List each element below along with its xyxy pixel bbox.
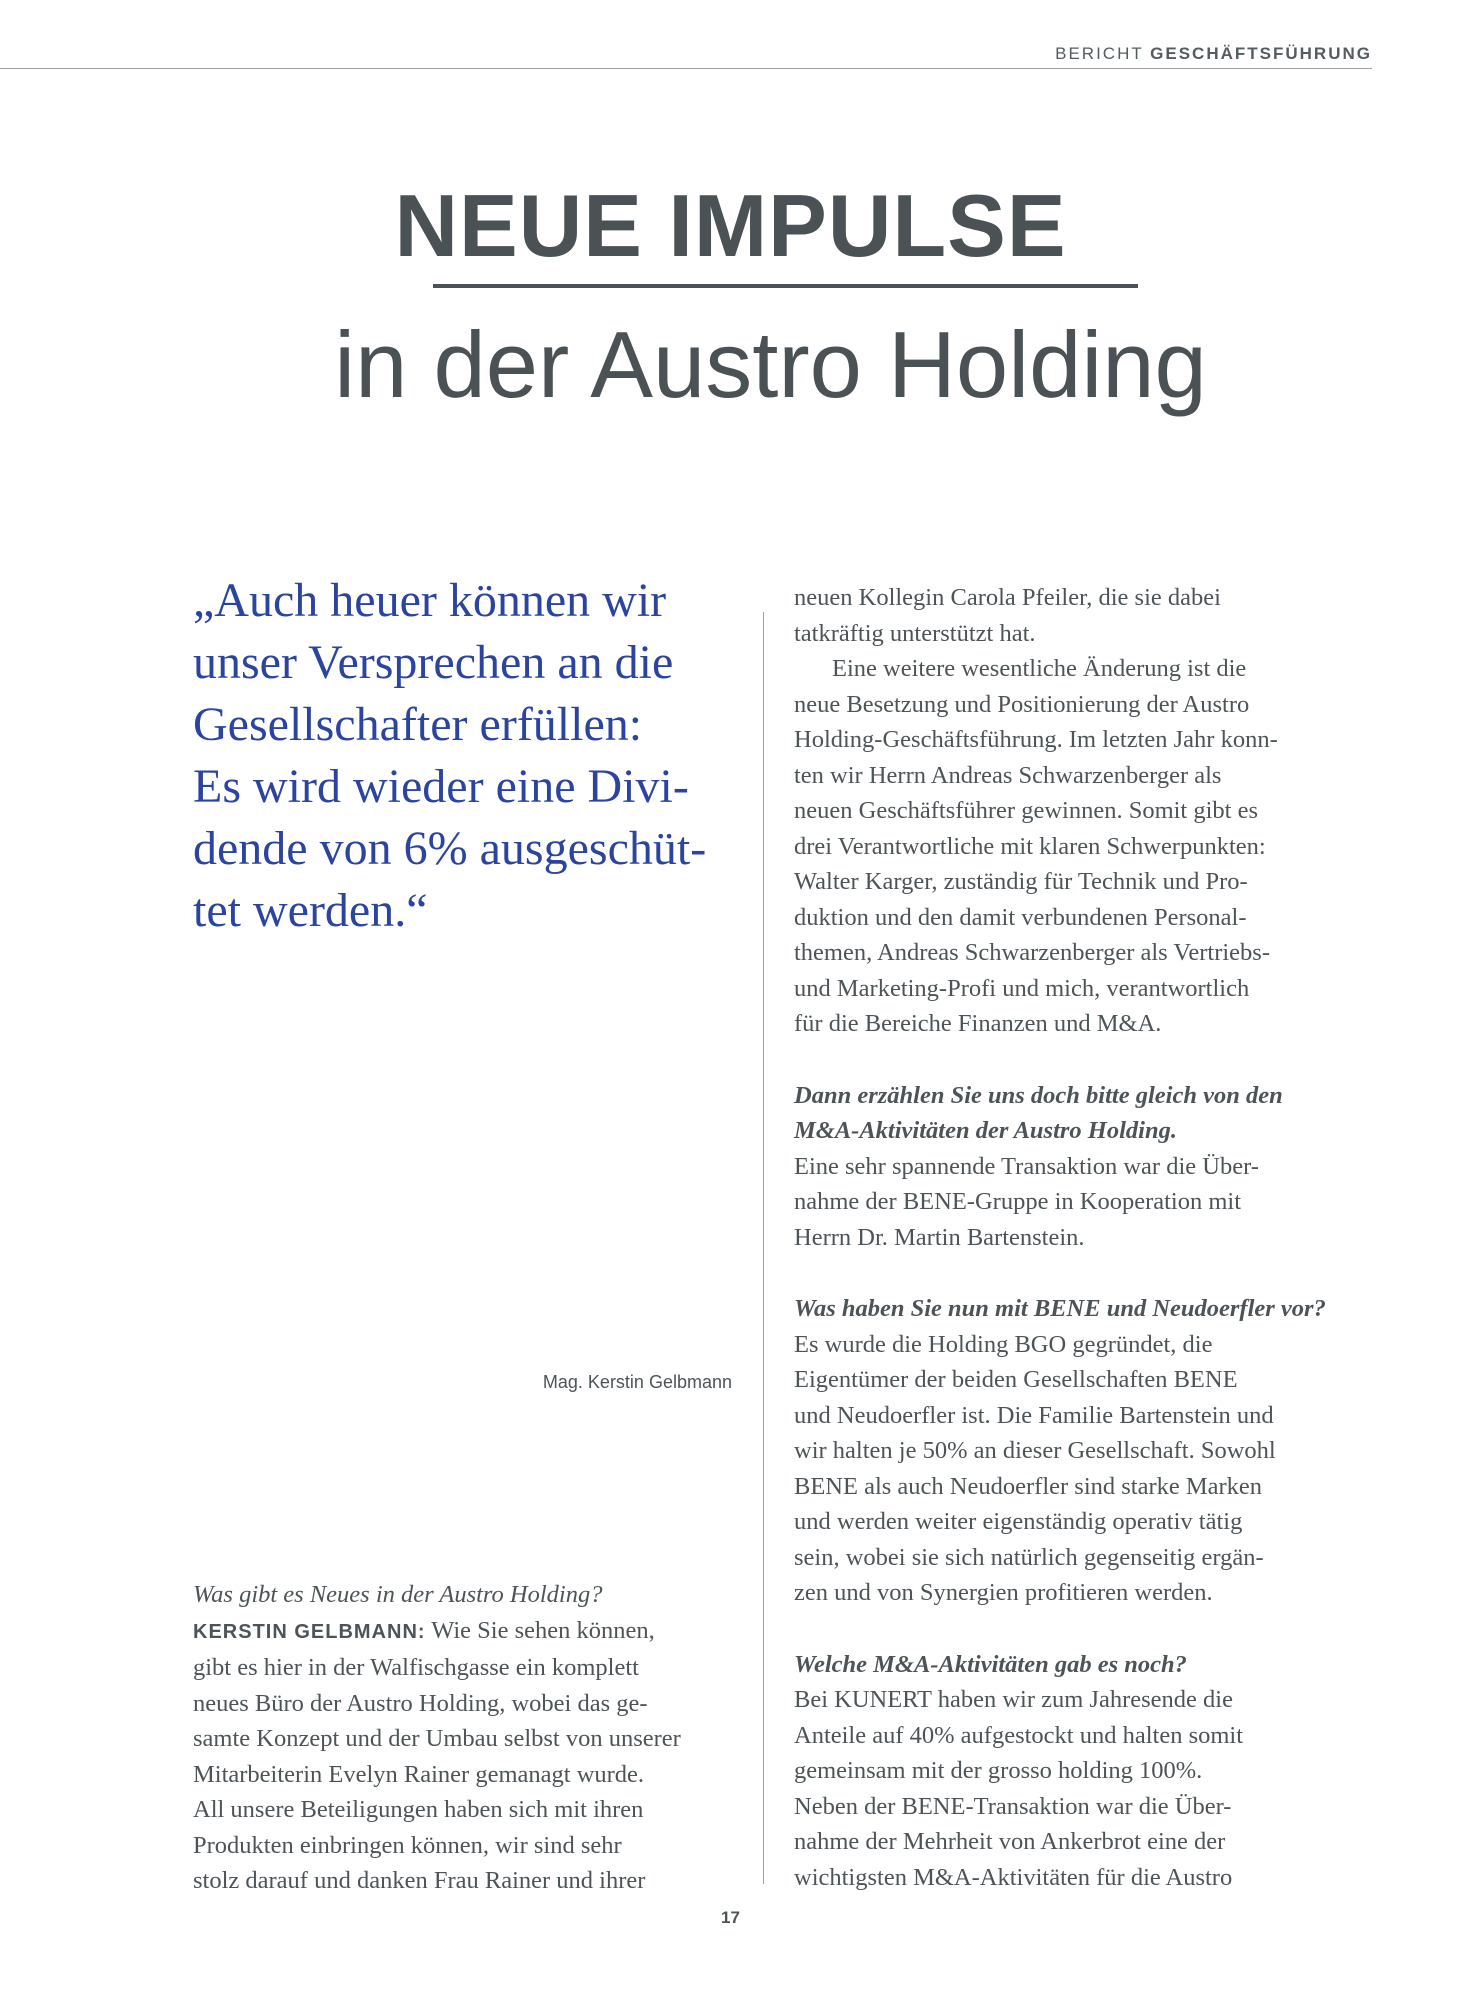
- page-number: 17: [721, 1908, 740, 1927]
- answer-line: All unsere Beteiligungen haben sich mit ihren: [193, 1796, 644, 1823]
- header-divider: [0, 68, 1372, 69]
- body-line: ten wir Herrn Andreas Schwarzenberger als: [794, 761, 1222, 789]
- pull-quote: [193, 570, 753, 942]
- body-line: und werden weiter eigenständig operativ tätig: [794, 1508, 1243, 1535]
- title-underline: [433, 284, 1138, 288]
- page-subtitle: in der Austro Holding: [334, 312, 1207, 417]
- pull-quote-line: „Auch heuer können wir: [193, 574, 667, 627]
- body-line: für die Bereiche Finanzen und M&A.: [794, 1010, 1162, 1037]
- answer-line: gibt es hier in der Walfischgasse ein komplett: [193, 1654, 639, 1681]
- column-divider: [763, 612, 764, 1884]
- answer-line: samte Konzept und der Umbau selbst von unserer: [193, 1725, 681, 1752]
- pull-quote-line: Es wird wieder eine Divi-: [193, 760, 689, 813]
- interview-question: Dann erzählen Sie uns doch bitte gleich von den: [794, 1081, 1283, 1109]
- answer-line: Produkten einbringen können, wir sind sehr: [193, 1831, 622, 1859]
- body-line: wir halten je 50% an dieser Gesellschaft. Sowohl: [794, 1437, 1276, 1464]
- body-line: Bei KUNERT haben wir zum Jahresende die: [794, 1686, 1233, 1713]
- answer-first-line: [193, 1613, 738, 1651]
- body-line: drei Verantwortliche mit klaren Schwerpunkten:: [794, 832, 1266, 860]
- body-line: und Neudoerfler ist. Die Familie Bartenstein und: [794, 1401, 1274, 1429]
- answer-text: Wie Sie sehen können,: [431, 1616, 655, 1644]
- body-line: neue Besetzung und Positionierung der Austro: [794, 690, 1250, 718]
- body-line: Walter Karger, zuständig für Technik und Pro-: [794, 868, 1248, 895]
- interview-question: M&A-Aktivitäten der Austro Holding.: [794, 1117, 1177, 1144]
- answer-line: Mitarbeiterin Evelyn Rainer gemanagt wurde.: [193, 1760, 645, 1788]
- body-line: Holding-Geschäftsführung. Im letzten Jahr konn-: [794, 726, 1278, 753]
- body-line: Eine sehr spannende Transaktion war die Über-: [794, 1152, 1259, 1180]
- body-line: BENE als auch Neudoerfler sind starke Marken: [794, 1472, 1263, 1500]
- body-line: Es wurde die Holding BGO gegründet, die: [794, 1330, 1213, 1358]
- body-line: Eine weitere wesentliche Änderung ist die: [832, 655, 1247, 682]
- body-line: Eigentümer der beiden Gesellschaften BENE: [794, 1366, 1238, 1393]
- interview-question: Was haben Sie nun mit BENE und Neudoerfler vor?: [794, 1295, 1326, 1322]
- body-line: Neben der BENE-Transaktion war die Über-: [794, 1792, 1232, 1820]
- left-column: [193, 1577, 738, 1899]
- body-line: wichtigsten M&A-Aktivitäten für die Austro: [794, 1863, 1233, 1891]
- body-line: neuen Geschäftsführer gewinnen. Somit gibt es: [794, 797, 1259, 824]
- body-line: und Marketing-Profi und mich, verantwortlich: [794, 974, 1250, 1002]
- body-line: zen und von Synergien profitieren werden.: [794, 1579, 1213, 1606]
- pull-quote-line: dende von 6% ausgeschüt-: [193, 822, 707, 875]
- body-line: Herrn Dr. Martin Bartenstein.: [794, 1223, 1085, 1251]
- body-line: Anteile auf 40% aufgestockt und halten somit: [794, 1721, 1244, 1749]
- pull-quote-line: tet werden.“: [193, 884, 428, 937]
- body-line: neuen Kollegin Carola Pfeiler, die sie dabei: [794, 584, 1221, 611]
- paragraph-gap: [794, 1255, 1354, 1291]
- speaker-name: KERSTIN GELBMANN:: [193, 1620, 426, 1643]
- interview-question: Welche M&A-Aktivitäten gab es noch?: [794, 1650, 1187, 1678]
- header-section: BERICHT: [1055, 44, 1144, 63]
- body-line: nahme der Mehrheit von Ankerbrot eine der: [794, 1828, 1226, 1855]
- pull-quote-line: Gesellschafter erfüllen:: [193, 698, 643, 751]
- pull-quote-line: unser Versprechen an die: [193, 636, 674, 689]
- answer-line: neues Büro der Austro Holding, wobei das ge-: [193, 1689, 648, 1717]
- body-line: nahme der BENE-Gruppe in Kooperation mit: [794, 1188, 1242, 1215]
- page-title: NEUE IMPULSE: [394, 176, 1067, 275]
- paragraph-gap: [794, 1042, 1354, 1078]
- page-header: [1055, 44, 1372, 64]
- body-line: duktion und den damit verbundenen Personal-: [794, 903, 1247, 931]
- body-line: themen, Andreas Schwarzenberger als Vertriebs-: [794, 939, 1270, 966]
- right-column: [794, 580, 1354, 1895]
- photo-caption: Mag. Kerstin Gelbmann: [542, 1372, 732, 1392]
- answer-line: stolz darauf und danken Frau Rainer und ihrer: [193, 1867, 646, 1894]
- body-line: gemeinsam mit der grosso holding 100%.: [794, 1757, 1203, 1784]
- body-line: tatkräftig unterstützt hat.: [794, 619, 1036, 647]
- body-line: sein, wobei sie sich natürlich gegenseitig ergän-: [794, 1543, 1264, 1571]
- paragraph-gap: [794, 1611, 1354, 1647]
- interview-question: Was gibt es Neues in der Austro Holding?: [193, 1581, 603, 1608]
- header-section-bold: GESCHÄFTSFÜHRUNG: [1150, 44, 1372, 63]
